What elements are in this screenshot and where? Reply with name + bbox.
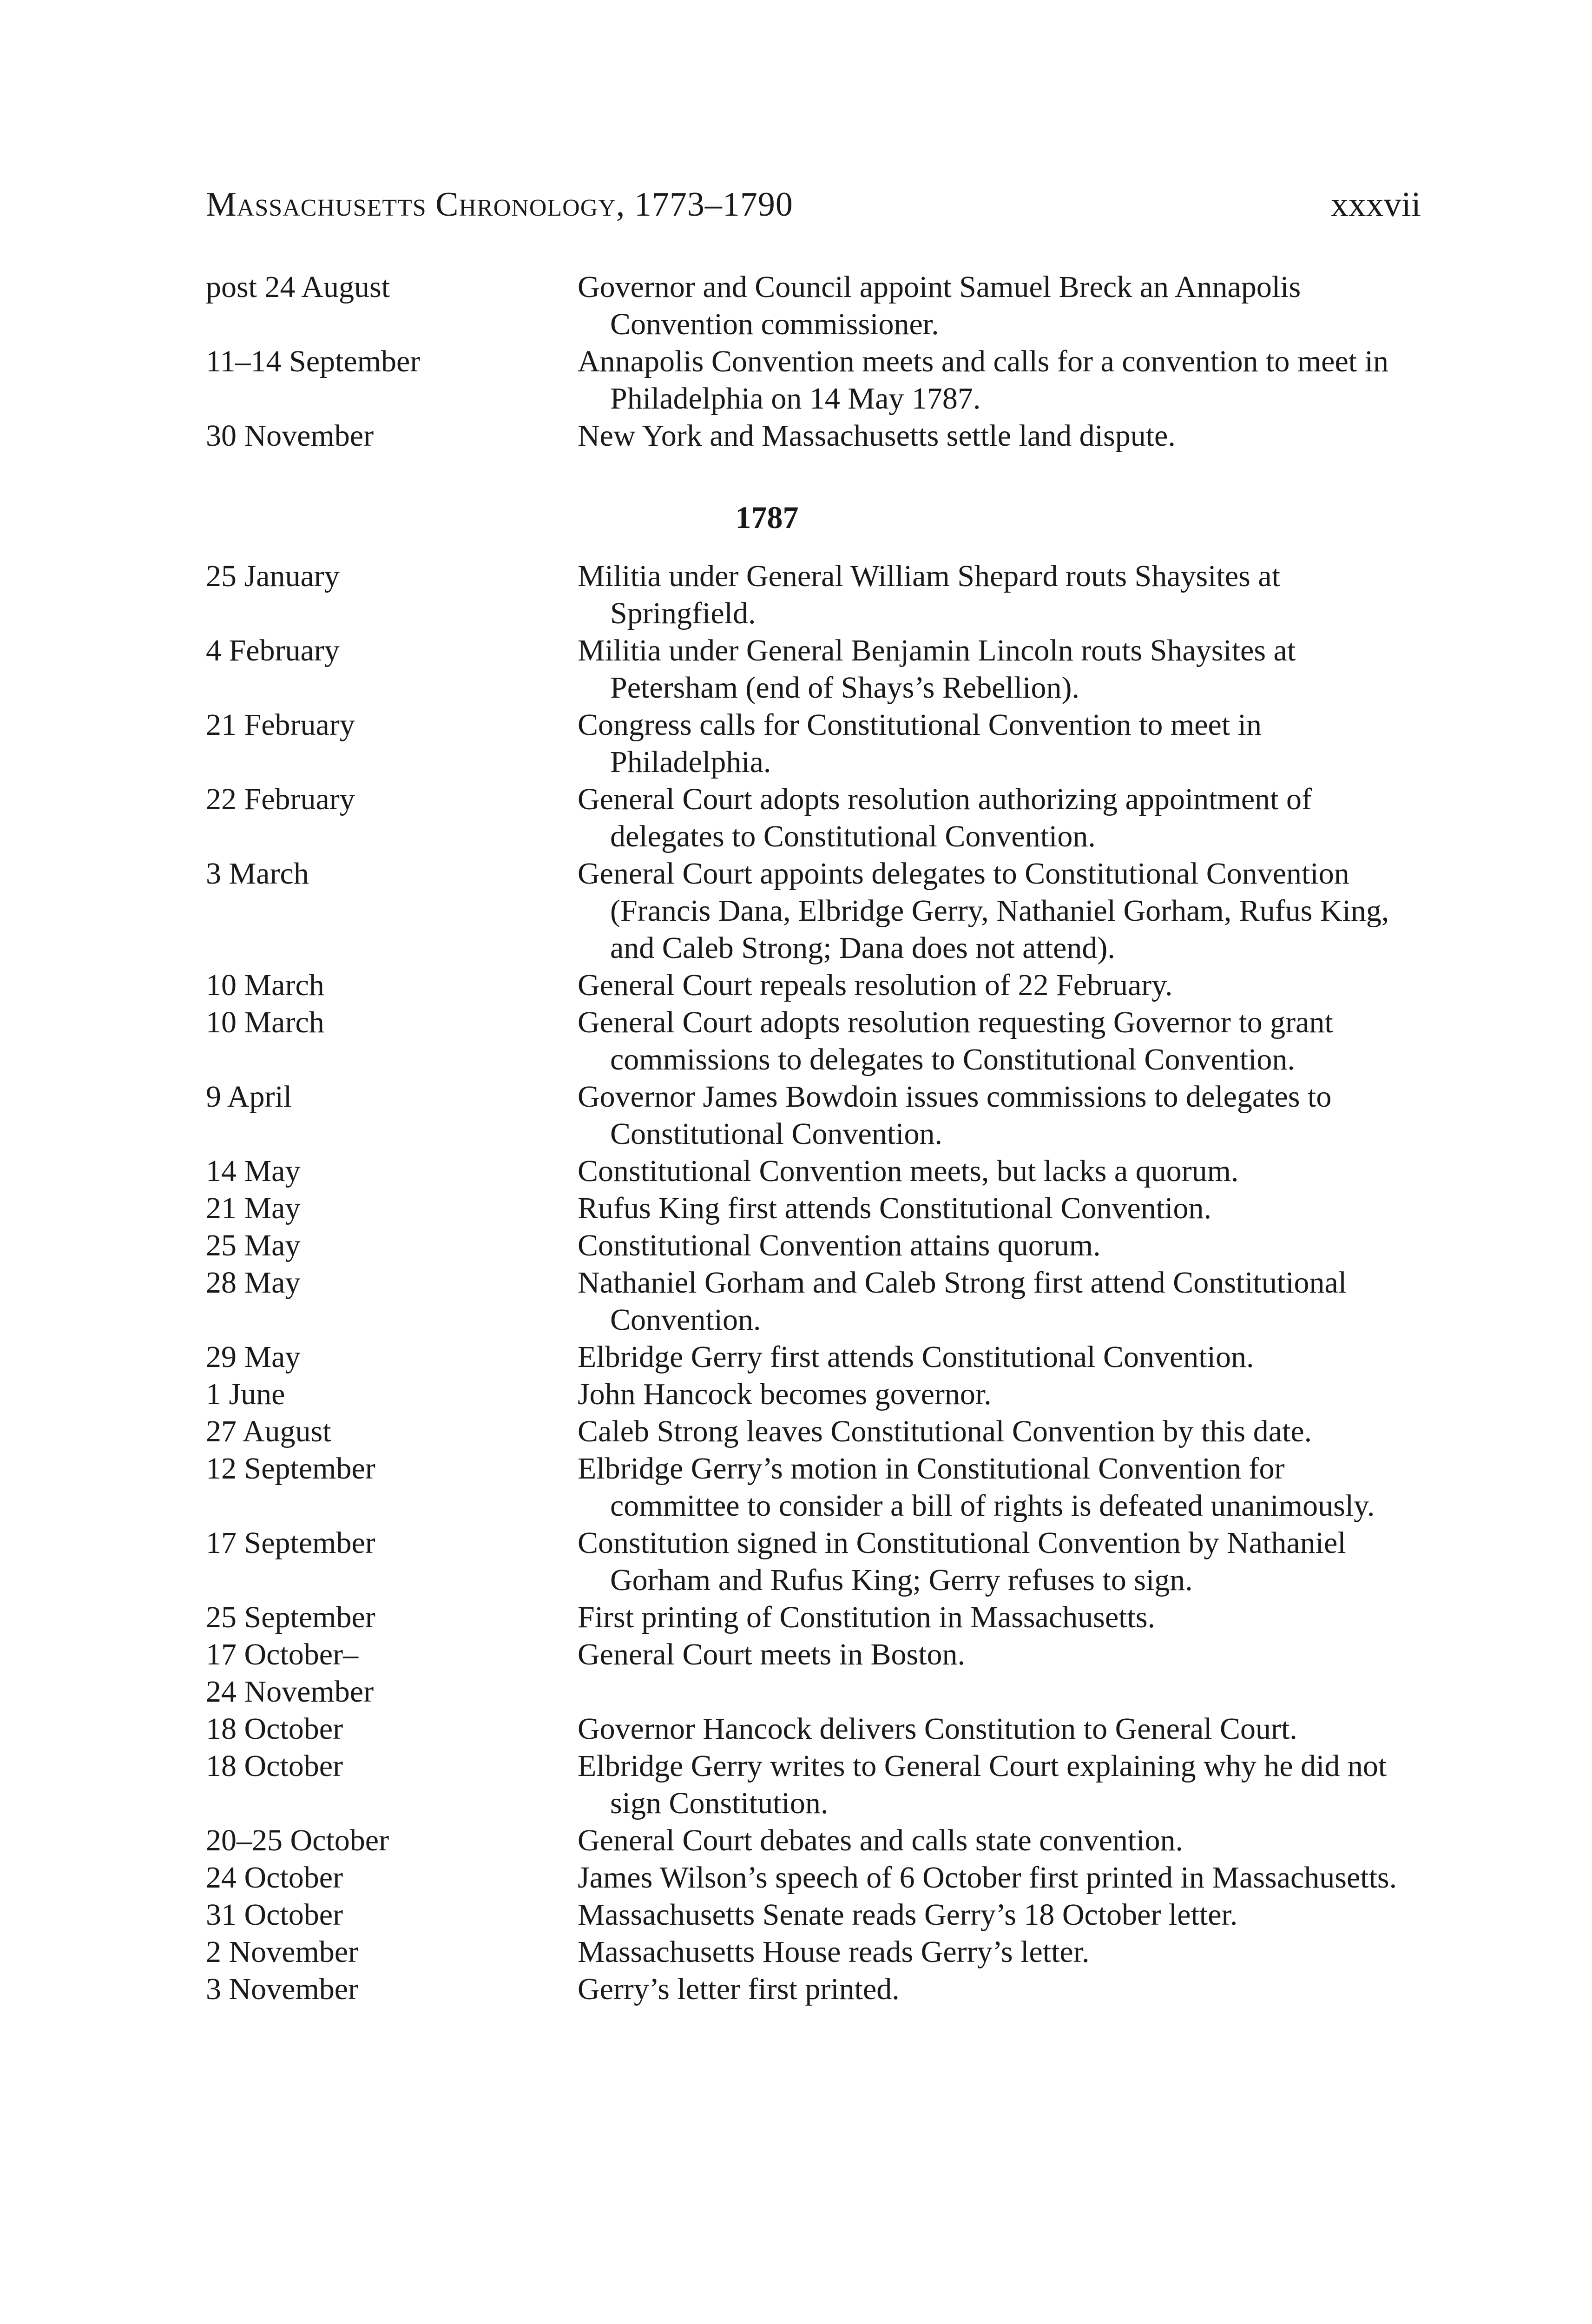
entry-event: Nathaniel Gorham and Caleb Strong first attend Constitutional Convention. bbox=[578, 1266, 1347, 1337]
entry-date: 17 September bbox=[206, 1526, 375, 1560]
chronology-entry bbox=[206, 1748, 1421, 1822]
chronology-entry bbox=[206, 1971, 1421, 2008]
chronology-section-1787 bbox=[206, 558, 1421, 2008]
chronology-section-1786 bbox=[206, 269, 1421, 455]
chronology-entry bbox=[206, 343, 1421, 417]
entry-event: James Wilson’s speech of 6 October first printed in Massachusetts. bbox=[578, 1861, 1397, 1895]
entry-date: 20–25 October bbox=[206, 1823, 389, 1857]
entry-event: Congress calls for Constitutional Convention to meet in Philadelphia. bbox=[578, 708, 1262, 779]
entry-date: 2 November bbox=[206, 1935, 359, 1969]
entry-event: Elbridge Gerry first attends Constitutional Convention. bbox=[578, 1340, 1254, 1374]
entry-event: General Court adopts resolution authorizing appointment of delegates to Constitutional Convention. bbox=[578, 782, 1312, 853]
chronology-entry bbox=[206, 1822, 1421, 1859]
chronology-entry bbox=[206, 1190, 1421, 1227]
entry-event: Elbridge Gerry’s motion in Constitutional Convention for committee to consider a bill of rights is defeated unanimously. bbox=[578, 1452, 1375, 1523]
chronology-entry bbox=[206, 1376, 1421, 1413]
entry-event: General Court adopts resolution requesting Governor to grant commissions to delegates to Constitutional Convention. bbox=[578, 1005, 1333, 1076]
entry-date: 21 February bbox=[206, 708, 355, 742]
entry-date: 3 November bbox=[206, 1972, 359, 2006]
entry-date: 18 October bbox=[206, 1749, 343, 1783]
chronology-entry bbox=[206, 1896, 1421, 1934]
entry-date: 14 May bbox=[206, 1154, 301, 1188]
chronology-entry bbox=[206, 632, 1421, 706]
chronology-entry bbox=[206, 1339, 1421, 1376]
entry-date: 21 May bbox=[206, 1191, 301, 1225]
chronology-entry bbox=[206, 967, 1421, 1004]
entry-event: Massachusetts Senate reads Gerry’s 18 October letter. bbox=[578, 1898, 1238, 1932]
entry-event: Annapolis Convention meets and calls for a convention to meet in Philadelphia on 14 May 1787. bbox=[578, 344, 1388, 416]
entry-date: 11–14 September bbox=[206, 344, 421, 378]
chronology-entry bbox=[206, 781, 1421, 855]
chronology-entry bbox=[206, 558, 1421, 632]
entry-event: Governor James Bowdoin issues commissions to delegates to Constitutional Convention. bbox=[578, 1080, 1332, 1151]
chronology-entry bbox=[206, 1636, 1421, 1710]
chronology-entry bbox=[206, 1859, 1421, 1896]
entry-date: 30 November bbox=[206, 419, 374, 453]
entry-event: Caleb Strong leaves Constitutional Convention by this date. bbox=[578, 1414, 1312, 1448]
entry-date: 12 September bbox=[206, 1452, 375, 1486]
entry-date: 31 October bbox=[206, 1898, 343, 1932]
chronology-entry bbox=[206, 1004, 1421, 1078]
chronology-entry bbox=[206, 1450, 1421, 1525]
running-title: Massachusetts Chronology, 1773–1790 bbox=[206, 185, 793, 224]
entry-date: 4 February bbox=[206, 634, 340, 667]
chronology-entry bbox=[206, 1153, 1421, 1190]
entry-event: Constitutional Convention attains quorum. bbox=[578, 1228, 1101, 1262]
entry-date: 29 May bbox=[206, 1340, 301, 1374]
running-head bbox=[206, 179, 1421, 230]
entry-event: Governor Hancock delivers Constitution to General Court. bbox=[578, 1712, 1297, 1746]
entry-date: 10 March bbox=[206, 968, 324, 1002]
entry-date: post 24 August bbox=[206, 270, 390, 304]
entry-event: First printing of Constitution in Massachusetts. bbox=[578, 1600, 1156, 1634]
entry-date: 17 October– 24 November bbox=[206, 1637, 374, 1709]
entry-event: Massachusetts House reads Gerry’s letter. bbox=[578, 1935, 1090, 1969]
entry-event: Constitutional Convention meets, but lacks a quorum. bbox=[578, 1154, 1239, 1188]
entry-event: General Court repeals resolution of 22 February. bbox=[578, 968, 1173, 1002]
entry-date: 10 March bbox=[206, 1005, 324, 1039]
year-heading-text: 1787 bbox=[735, 500, 799, 535]
chronology-entry bbox=[206, 269, 1421, 343]
entry-date: 22 February bbox=[206, 782, 355, 816]
chronology-entry bbox=[206, 1078, 1421, 1153]
chronology-entry bbox=[206, 1264, 1421, 1339]
chronology-entry bbox=[206, 1934, 1421, 1971]
entry-date: 28 May bbox=[206, 1266, 301, 1300]
entry-date: 25 May bbox=[206, 1228, 301, 1262]
entry-event: General Court meets in Boston. bbox=[578, 1637, 966, 1671]
chronology-entry bbox=[206, 855, 1421, 967]
entry-date: 1 June bbox=[206, 1377, 285, 1411]
entry-date: 3 March bbox=[206, 857, 309, 891]
entry-event: General Court debates and calls state convention. bbox=[578, 1823, 1184, 1857]
entry-event: Governor and Council appoint Samuel Breck an Annapolis Convention commissioner. bbox=[578, 270, 1301, 341]
chronology-entry bbox=[206, 1227, 1421, 1264]
entry-event: Gerry’s letter first printed. bbox=[578, 1972, 900, 2006]
chronology-entry bbox=[206, 1525, 1421, 1599]
entry-event: General Court appoints delegates to Constitutional Convention (Francis Dana, Elbridge Gerry, Nathaniel Gorham, Rufus King, and Caleb Strong; Dana does not attend). bbox=[578, 857, 1389, 965]
page-number: xxxvii bbox=[1330, 185, 1421, 224]
entry-date: 18 October bbox=[206, 1712, 343, 1746]
entry-event: New York and Massachusetts settle land dispute. bbox=[578, 419, 1176, 453]
chronology-entry bbox=[206, 1599, 1421, 1636]
entry-date: 24 October bbox=[206, 1861, 343, 1895]
chronology-entry bbox=[206, 1413, 1421, 1450]
entry-event: Militia under General Benjamin Lincoln routs Shaysites at Petersham (end of Shays’s Rebellion). bbox=[578, 634, 1296, 705]
chronology-entry bbox=[206, 706, 1421, 781]
entry-date: 25 September bbox=[206, 1600, 375, 1634]
entry-event: Constitution signed in Constitutional Convention by Nathaniel Gorham and Rufus King; Gerry refuses to sign. bbox=[578, 1526, 1346, 1597]
entry-event: Rufus King first attends Constitutional Convention. bbox=[578, 1191, 1211, 1225]
entry-date: 25 January bbox=[206, 559, 340, 593]
entry-event: John Hancock becomes governor. bbox=[578, 1377, 992, 1411]
chronology-entry bbox=[206, 1710, 1421, 1748]
entry-event: Elbridge Gerry writes to General Court explaining why he did not sign Constitution. bbox=[578, 1749, 1387, 1820]
year-heading bbox=[206, 496, 1421, 538]
entry-date: 9 April bbox=[206, 1080, 292, 1114]
chronology-entry bbox=[206, 417, 1421, 455]
entry-date: 27 August bbox=[206, 1414, 331, 1448]
entry-event: Militia under General William Shepard routs Shaysites at Springfield. bbox=[578, 559, 1280, 630]
